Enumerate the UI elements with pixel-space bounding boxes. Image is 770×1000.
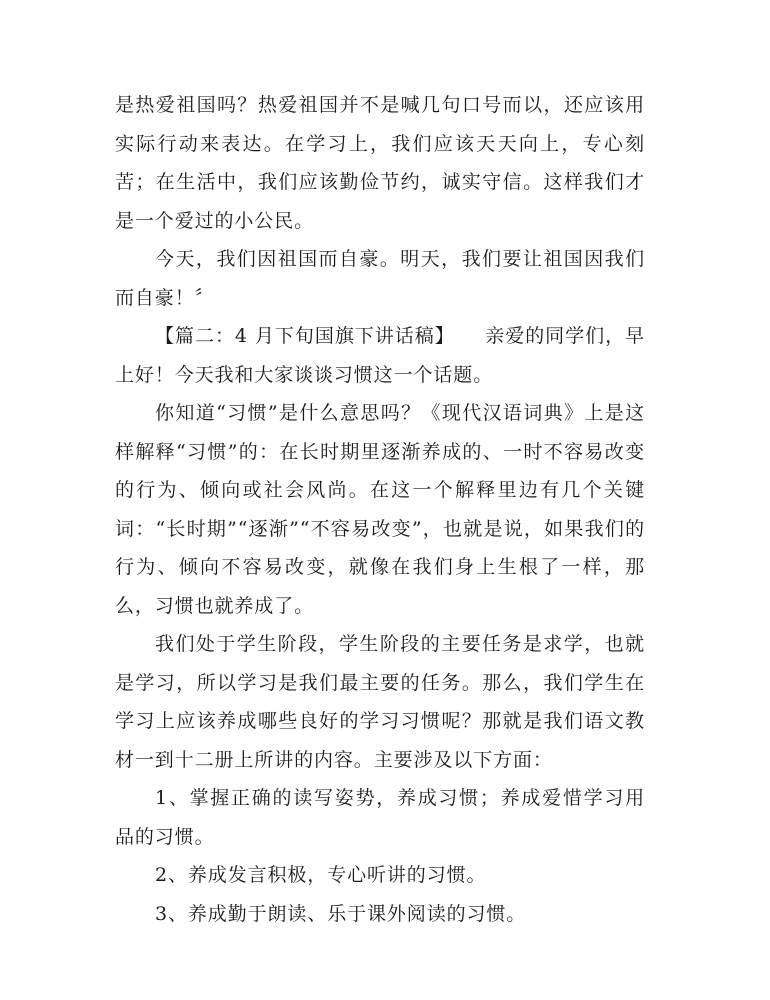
paragraph: 今天，我们因祖国而自豪。明天，我们要让祖国因我们而自豪！〞 bbox=[115, 248, 645, 309]
paragraph: 我们处于学生阶段，学生阶段的主要任务是求学，也就是学习，所以学习是我们最主要的任务。那么，我们学生在学习上应该养成哪些良好的学习习惯呢？那就是我们语文教材一到十二册上所讲的内容。主要涉及以下方面： bbox=[115, 633, 645, 771]
document-page bbox=[115, 86, 645, 933]
list-item: 1、掌握正确的读写姿势，养成习惯；养成爱惜学习用品的习惯。 bbox=[115, 787, 645, 848]
list-item: 2、养成发言积极，专心听讲的习惯。 bbox=[155, 864, 487, 886]
section-heading-paragraph: 【篇二：4 月下旬国旗下讲话稿】 亲爱的同学们，早上好！今天我和大家谈谈习惯这一个话题。 bbox=[115, 325, 645, 386]
paragraph: 你知道“习惯”是什么意思吗？《现代汉语词典》上是这样解释“习惯”的：在长时期里逐渐养成的、一时不容易改变的行为、倾向或社会风尚。在这一个解释里边有几个关键词：“长时期”“逐渐”“不容易改变”，也就是说，如果我们的行为、倾向不容易改变，就像在我们身上生根了一样，那么，习惯也就养成了。 bbox=[115, 402, 645, 617]
list-item: 3、养成勤于朗读、乐于课外阅读的习惯。 bbox=[155, 902, 527, 925]
paragraph: 是热爱祖国吗？热爱祖国并不是喊几句口号而以，还应该用实际行动来表达。在学习上，我们应该天天向上，专心刻苦；在生活中，我们应该勤俭节约，诚实守信。这样我们才是一个爱过的小公民。 bbox=[115, 94, 645, 232]
